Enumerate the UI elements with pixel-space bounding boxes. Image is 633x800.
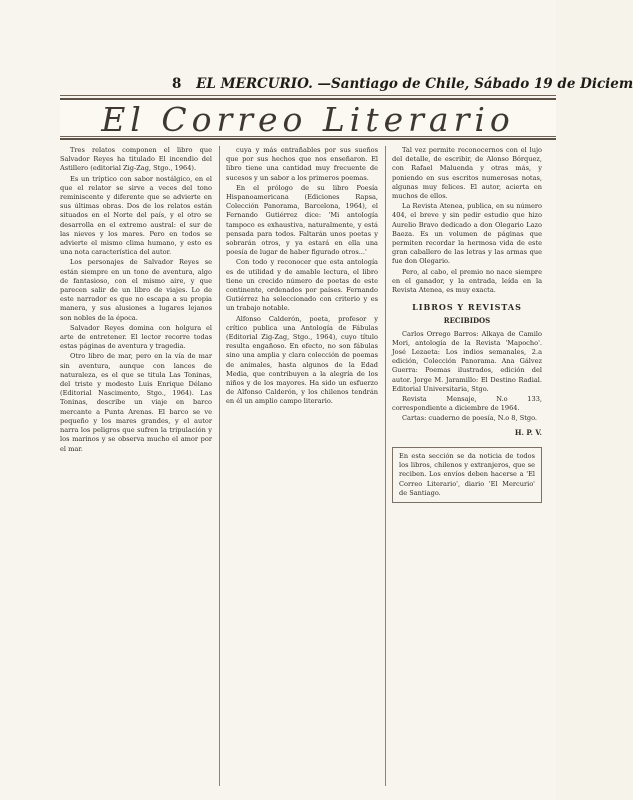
- page-number: 8: [172, 76, 182, 92]
- left-column: [60, 146, 212, 786]
- paragraph: Tal vez permite reconocernos con el lujo del detalle, de escribir, de Alonso Bórquez, con Rafael Maluenda y otras más, y poniendo en sus escritos numerosas notas, algunas muy felices. El autor, acierta en muchos de ellos.: [392, 146, 542, 201]
- info-box: [392, 447, 542, 503]
- section-title: LIBROS Y REVISTAS: [412, 302, 522, 313]
- top-rule: [60, 95, 556, 96]
- dateline: —Santiago de Chile, Sábado 19 de Diciem: [317, 76, 633, 92]
- paragraph: Otro libro de mar, pero en la vía de mar sin aventura, aunque con lances de naturaleza, es el que se titula Las Toninas, del triste y modesto Luis Enrique Délano (Editorial Nascimento, Stgo., 1964). Las Toninas, describe un viaje en barco mercante a Punta Arenas. El barco se ve pequeño y los mares grandes, y el autor narra los peligros que sufren la tripulación y los marinos y se observa mucho el amor por el mar.: [60, 352, 212, 453]
- paragraph: Cartas: cuaderno de poesía, N.o 8, Stgo.: [402, 414, 538, 423]
- bottom-rule: [60, 136, 556, 137]
- column-separator: [385, 146, 386, 786]
- newspaper-name: EL MERCURIO.: [196, 76, 313, 92]
- author-signature: H. P. V.: [514, 427, 542, 437]
- paragraph: Pero, al cabo, el premio no nace siempre en el ganador, y la entrada, leída en la Revista Atenea, es muy exacta.: [392, 267, 542, 295]
- paragraph: Salvador Reyes domina con holgura el arte de entretener. El lector recorre todas estas páginas de aventura y tragedia.: [60, 323, 212, 351]
- paragraph: En el prólogo de su libro Poesía Hispanoamericana (Ediciones Rapsa, Colección Panorama, Barcelona, 1964), el Fernando Gutiérrez dice: 'Mi antología tampoco es exhaustiva, naturalmente, y está pensada para todos. Faltarán unos poetas y sobrarán otros, y ya estará en ella una poesía de lugar de haber figurado otros...': [226, 183, 378, 257]
- paragraph: Revista Mensaje, N.o 133, correspondiente a diciembre de 1964.: [392, 395, 542, 413]
- column-separator: [219, 146, 220, 786]
- paragraph: Con todo y reconocer que esta antología es de utilidad y de amable lectura, el libro tiene un crecido número de poetas de este continente, ordenados por países. Fernando Gutiérrez ha seleccionado con criterio y es un trabajo notable.: [226, 258, 378, 313]
- paragraph: La Revista Atenea, publica, en su número 404, el breve y sin pedir estudio que hizo Aurelio Bravo dedicado a don Olegario Lazo Baeza. Es un volumen de páginas que permiten recordar la hermosa vida de este gran caballero de las letras y las armas que fue don Olegario.: [392, 202, 542, 266]
- section-masthead: El Correo Literario: [60, 98, 556, 140]
- paragraph: Es un tríptico con sabor nostálgico, en el que el relator se sirve a veces del tono reminiscente y diferente que se advierte en sus últimas obras. Dos de los relatos están situados en el Norte del país, y el otro se desarrolla en el extremo austral: el sur de las nieves y los mares. Pero en todos se advierte el mismo clima humano, y esto es una nota característica del autor.: [60, 174, 212, 257]
- paragraph: Carlos Orrego Barros: Alkaya de Camilo Mori, antología de la Revista 'Mapocho'. José Lezaeta: Los indios semanales, 2.a edición, Colección Panorama. Ana Gálvez Guerra: Poemas ilustrados, edición del autor. Jorge M. Jaramillo: El Destino Radial. Editorial Universitaria, Stgo.: [392, 329, 542, 393]
- section-subtitle: RECIBIDOS: [443, 316, 491, 326]
- box-note: En esta sección se da noticia de todos los libros, chilenos y extranjeros, que se reciben. Los envíos deben hacerse a 'El Correo Literario', diario 'El Mercurio' de Santiago.: [399, 451, 535, 497]
- paragraph: cuya y más entrañables por sus sueños que por sus hechos que nos enseñaron. El libro tiene una cantidad muy frecuente de sucesos y un sabor a los primeros poemas.: [226, 146, 378, 182]
- page-header: [172, 76, 633, 92]
- right-column: [392, 146, 542, 786]
- paragraph: Tres relatos componen el libro que Salvador Reyes ha titulado El incendio del Astillero (editorial Zig-Zag, Stgo., 1964).: [60, 146, 212, 173]
- paragraph: Alfonso Calderón, poeta, profesor y crítico publica una Antología de Fábulas (Editorial Zig-Zag, Stgo., 1964), cuyo título resulta engañoso. En efecto, no son fábulas sino una amplia y clara colección de poemas de animales, hasta algunos de la Edad Media, que contribuyen a la alegría de los niños y de los mayores. Ha sido un esfuerzo de Alfonso Calderón, y los chilenos tendrán en él un amplio campo literario.: [226, 314, 378, 406]
- paragraph: Los personajes de Salvador Reyes se están siempre en un tono de aventura, algo de fantasioso, con el mismo aire, y que parecen salir de un libro de viajes. Lo de este narrador es que no escapa a su propia manera, y sus alusiones a lugares lejanos son nobles de la época.: [60, 258, 212, 322]
- middle-column: [226, 146, 378, 786]
